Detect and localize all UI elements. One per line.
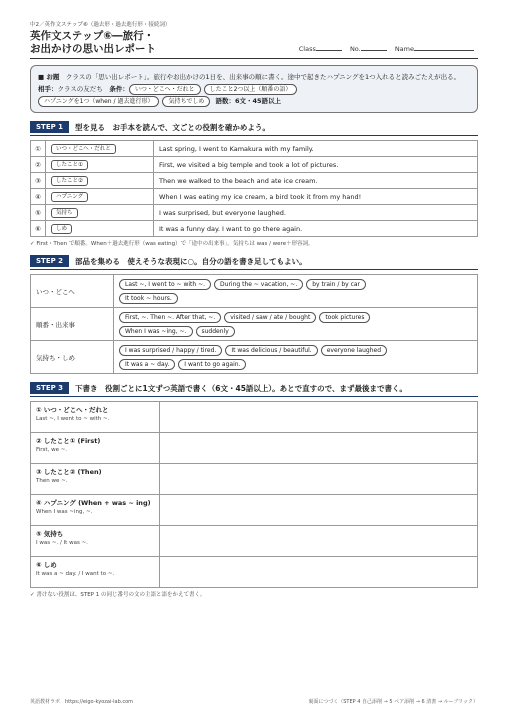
role-hint: Then we ~. xyxy=(36,478,68,484)
odai-text: クラスの「思い出レポート」。旅行やお出かけの1日を、出来事の順に書く。途中で起きたハプニングを1つ入れると読みごたえが出る。 xyxy=(65,73,461,81)
role-heading: ② したこと① (First) xyxy=(36,437,101,445)
name-label: Name xyxy=(394,45,414,53)
no-label: No. xyxy=(349,45,361,53)
footer-continue: 裏面につづく（STEP 4 自己添削 → 5 ペア添削 → 6 清書 → ルーブリック） xyxy=(308,699,478,705)
step3-badge: STEP 3 xyxy=(30,382,69,394)
phrase-pill[interactable]: First, ~. Then ~. After that, ~. xyxy=(119,312,221,323)
odai-label: ■ お題 xyxy=(38,73,60,81)
category-label: 気持ち・しめ xyxy=(31,341,114,374)
role-heading: ① いつ・どこへ・だれと xyxy=(36,406,109,414)
table-row xyxy=(31,341,478,374)
draft-field[interactable] xyxy=(160,526,478,557)
table-row xyxy=(31,221,478,237)
role-cell xyxy=(46,141,154,157)
title-divider xyxy=(30,58,478,59)
role-cell xyxy=(46,221,154,237)
student-info xyxy=(299,43,474,56)
role-heading: ④ ハプニング (When + was ~ ing) xyxy=(36,499,151,507)
step1-title: 型を見る お手本を読んで、文ごとの役割を確かめよう。 xyxy=(75,122,270,132)
page-title-line2: お出かけの思い出レポート xyxy=(30,43,156,55)
step2-title: 部品を集める 使えそうな表現に○。自分の語を書き足してもよい。 xyxy=(75,256,307,266)
draft-field[interactable] xyxy=(160,402,478,433)
table-row xyxy=(31,557,478,588)
role-cell xyxy=(46,205,154,221)
phrase-pill[interactable]: suddenly xyxy=(196,326,235,337)
role-tag: したこと① xyxy=(51,160,88,170)
title-row xyxy=(30,43,478,56)
role-cell xyxy=(46,189,154,205)
row-number: ⑥ xyxy=(31,221,46,237)
model-sentence: When I was eating my ice cream, a bird took it from my hand! xyxy=(154,189,478,205)
phrase-pill[interactable]: During the ~ vacation, ~. xyxy=(214,279,303,290)
step1-badge: STEP 1 xyxy=(30,121,69,133)
task-box xyxy=(30,65,478,113)
phrase-pill[interactable]: It was delicious / beautiful. xyxy=(225,345,317,356)
step3-header xyxy=(30,382,478,394)
table-row xyxy=(31,275,478,308)
table-row xyxy=(31,433,478,464)
course-line: 中2／英作文ステップ⑥（過去形・過去進行形・接続詞） xyxy=(30,22,171,28)
step3-note: ✓ 書けない役割は、STEP 1 の同じ番号の文の主語と語をかえて書く。 xyxy=(30,592,206,598)
condition-pill: 気持ちでしめ xyxy=(162,96,210,107)
role-hint: First, we ~. xyxy=(36,447,68,453)
phrase-cell xyxy=(114,308,478,341)
role-tag: いつ・どこへ・だれと xyxy=(51,144,116,154)
role-cell xyxy=(31,433,160,464)
condition-pill: ハプニングを1つ（when / 過去進行形） xyxy=(38,96,159,107)
table-row xyxy=(31,308,478,341)
phrase-pill[interactable]: by train / by car xyxy=(306,279,366,290)
role-cell xyxy=(46,157,154,173)
role-heading: ⑤ 気持ち xyxy=(36,530,64,538)
table-row xyxy=(31,173,478,189)
row-number: ⑤ xyxy=(31,205,46,221)
step1-rule xyxy=(30,135,478,136)
word-count: 語数：6文・45語以上 xyxy=(215,97,282,105)
step1-header xyxy=(30,121,478,133)
category-label: いつ・どこへ xyxy=(31,275,114,308)
role-tag: 気持ち xyxy=(51,208,78,218)
table-row xyxy=(31,402,478,433)
class-label: Class xyxy=(298,45,316,53)
phrase-pill[interactable]: It was a ~ day. xyxy=(119,359,175,370)
role-heading: ③ したこと② (Then) xyxy=(36,468,102,476)
aite-text: クラスの友だち xyxy=(57,85,103,93)
footer xyxy=(30,698,478,705)
phrase-pill[interactable]: I was surprised / happy / tired. xyxy=(119,345,222,356)
role-cell xyxy=(46,173,154,189)
model-sentence: I was surprised, but everyone laughed. xyxy=(154,205,478,221)
table-row xyxy=(31,205,478,221)
name-field[interactable] xyxy=(414,50,474,51)
model-sentence: Then we walked to the beach and ate ice cream. xyxy=(154,173,478,189)
draft-field[interactable] xyxy=(160,464,478,495)
table-row xyxy=(31,464,478,495)
role-cell xyxy=(31,464,160,495)
step1-note: ✓ First・Then で順番。When＋過去進行形（was eating）で「途中の出来事」。気持ちは was / were＋形容詞。 xyxy=(30,241,314,247)
phrase-pill[interactable]: took pictures xyxy=(319,312,370,323)
step2-rule xyxy=(30,269,478,270)
row-number: ① xyxy=(31,141,46,157)
step3-table xyxy=(30,401,478,588)
step3-rule xyxy=(30,396,478,397)
row-number: ② xyxy=(31,157,46,173)
joken-label: 条件： xyxy=(109,85,129,93)
role-tag: ハプニング xyxy=(51,192,88,202)
model-sentence: It was a funny day. I want to go there again. xyxy=(154,221,478,237)
step2-table xyxy=(30,274,478,374)
table-row xyxy=(31,189,478,205)
footer-site: 英語教材ラボ https://eigo-kyozai-lab.com xyxy=(30,699,134,705)
model-sentence: First, we visited a big temple and took a lot of pictures. xyxy=(154,157,478,173)
worksheet xyxy=(30,20,478,598)
role-heading: ⑥ しめ xyxy=(36,561,57,569)
phrase-pill[interactable]: I want to go again. xyxy=(178,359,246,370)
table-row xyxy=(31,495,478,526)
condition-pill: したこと2つ以上（順番の語） xyxy=(204,84,298,95)
step3-title: 下書き 役割ごとに1文ずつ英語で書く（6文・45語以上）。あとで直すので、まず最後まで書く。 xyxy=(75,383,407,393)
role-hint: When I was ~ing, ~. xyxy=(36,509,93,515)
role-cell xyxy=(31,526,160,557)
table-row xyxy=(31,157,478,173)
phrase-cell xyxy=(114,275,478,308)
role-cell xyxy=(31,402,160,433)
step1-table xyxy=(30,140,478,237)
phrase-pill[interactable]: When I was ~ing, ~. xyxy=(119,326,193,337)
phrase-pill[interactable]: visited / saw / ate / bought xyxy=(224,312,316,323)
role-hint: I was ~. / It was ~. xyxy=(36,540,88,546)
draft-field[interactable] xyxy=(160,495,478,526)
row-number: ③ xyxy=(31,173,46,189)
no-field[interactable] xyxy=(361,50,387,51)
table-row xyxy=(31,526,478,557)
phrase-pill[interactable]: Last ~, I went to ~ with ~. xyxy=(119,279,211,290)
role-hint: It was a ~ day. / I want to ~. xyxy=(36,571,115,577)
step2-badge: STEP 2 xyxy=(30,255,69,267)
phrase-pill[interactable]: everyone laughed xyxy=(321,345,387,356)
step2-header xyxy=(30,255,478,267)
table-row xyxy=(31,141,478,157)
category-label: 順番・出来事 xyxy=(31,308,114,341)
role-hint: Last ~, I went to ~ with ~. xyxy=(36,416,110,422)
phrase-cell xyxy=(114,341,478,374)
role-cell xyxy=(31,557,160,588)
role-tag: しめ xyxy=(51,224,72,234)
condition-pill: いつ・どこへ・だれと xyxy=(129,84,201,95)
class-field[interactable] xyxy=(316,50,342,51)
role-tag: したこと② xyxy=(51,176,88,186)
row-number: ④ xyxy=(31,189,46,205)
draft-field[interactable] xyxy=(160,433,478,464)
aite-label: 相手： xyxy=(38,85,58,93)
page-title: 英作文ステップ⑥―旅行・ xyxy=(30,30,155,42)
phrase-pill[interactable]: It took ~ hours. xyxy=(119,293,178,304)
model-sentence: Last spring, I went to Kamakura with my family. xyxy=(154,141,478,157)
role-cell xyxy=(31,495,160,526)
draft-field[interactable] xyxy=(160,557,478,588)
